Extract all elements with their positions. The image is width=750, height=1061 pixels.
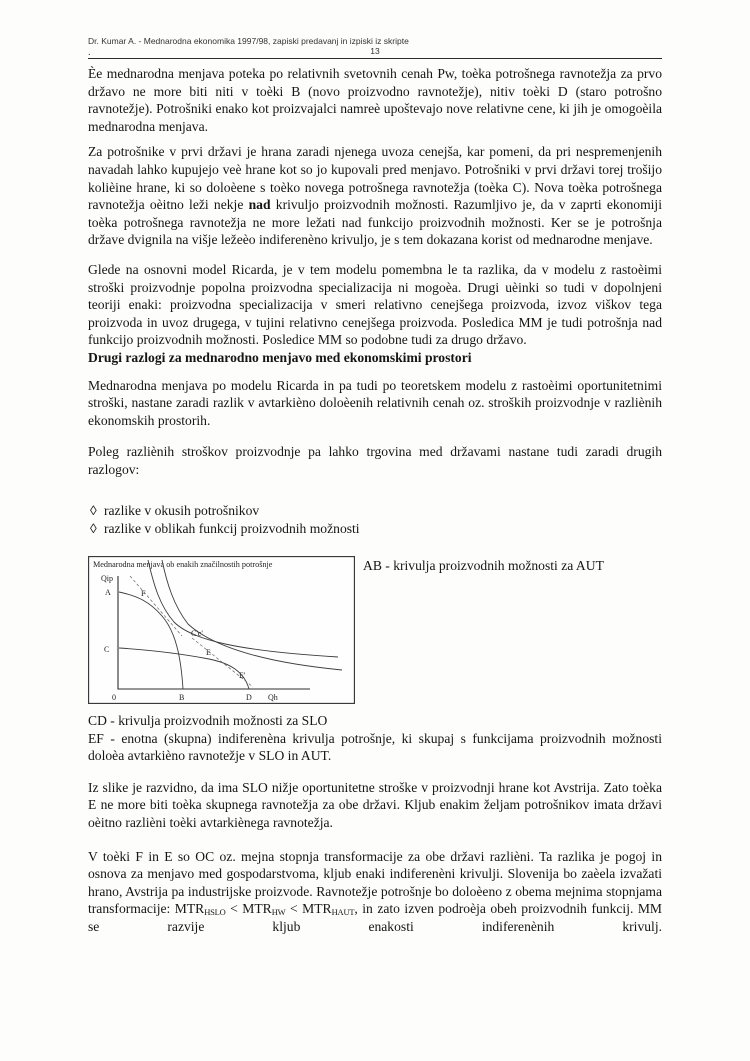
figure-side-caption: AB - krivulja proizvodnih možnosti za AUT [363, 558, 604, 574]
paragraph-consumers-text-cont: krivuljo proizvodnih možnosti. Razumljivo je, da v zaprti ekonomiji toèka potrošnega ravnotežja ne more ležati nad funkcijo proizvodnih možnosti. Ker se je potrošnja države dvignila na višje ležeèo indiferenèno krivuljo, je s tem dokazana korist od mednarodne menjave. [88, 197, 662, 248]
point-label-f: F [141, 589, 146, 599]
mtr-subscript-hslo: HSLO [204, 907, 226, 918]
stray-period-mark: . [88, 47, 91, 59]
point-label-b: B [179, 693, 185, 703]
figure-border [89, 557, 355, 704]
paragraph-world-prices: Èe mednarodna menjava poteka po relativnih svetovnih cenah Pw, toèka potrošnega ravnotežja za prvo državo ne more biti niti v toèki B (novo proizvodno ravnotežje), nitiv toèki D (staro potrošno ravnotežje). Potrošniki enako kot proizvajalci namreè upoštevajo nove relativne cene, ki jih je omogoèila mednarodna menjava. [88, 66, 662, 134]
list-item [88, 502, 662, 520]
mtr-inequality: < MTR [285, 901, 332, 917]
figure-canvas [88, 556, 355, 704]
page-header [88, 36, 662, 59]
page-number: 13 [370, 46, 380, 56]
section-heading: Drugi razlogi za mednarodno menjavo med ekonomskimi prostori [88, 349, 472, 365]
diamond-bullet-icon: ◊ [90, 521, 97, 537]
mtr-inequality: < MTR [225, 901, 272, 917]
y-axis-label: Qip [101, 574, 113, 584]
x-axis-label: Qh [268, 693, 278, 703]
header-title: Dr. Kumar A. - Mednarodna ekonomika 1997/98, zapiski predavanj in izpiski iz skripte [88, 36, 409, 46]
list-item-label: razlike v oblikah funkcij proizvodnih možnosti [104, 521, 360, 537]
paragraph-other-reasons-intro: Poleg razliènih stroškov proizvodnje pa lahko trgovina med državami nastane tudi zaradi drugih razlogov: [88, 444, 662, 477]
mtr-subscript-haut: HAUT [331, 907, 355, 918]
point-label-c-prime: C'c' [191, 629, 203, 639]
paragraph-figure-analysis: Iz slike je razvidno, da ima SLO nižje oportunitetne stroške v proizvodnji hrane kot Avstrija. Zato toèka E ne more biti toèka skupnega ravnotežja za obe državi. Kljub enakim željam potrošnikov imata državi oèitno razlièni toèki avtarkiènega ravnotežja. [88, 779, 662, 831]
bullet-list [88, 502, 662, 538]
paragraph-ricardo-model: Glede na osnovni model Ricarda, je v tem modelu pomembna le ta razlika, da v modelu z rastoèimi stroški proizvodnje popolna proizvodna specializacija ni mogoèa. Drugi uèinki so tudi v dopolnjeni teoriji enaki: proizvodna specializacija v smeri relativno cenejšega proizvoda, izvoz viškov tega proizvoda in uvoz drugega, v tujini relativno cenejšega proizvoda. Posledica MM je tudi potrošnja nad funkcijo proizvodnih možnosti. Posledice MM so podobne tudi za drugo državo. [88, 261, 662, 348]
header-rule [88, 58, 662, 59]
paragraph-consumers [88, 143, 662, 249]
list-item [88, 520, 662, 538]
paragraph-consumers-text: Za potrošnike v prvi državi je hrana zaradi njenega uvoza cenejša, kar pomeni, da pri nespremenjenih navadah lahko kupujejo veè hrane kot so jo kupovali pred menjavo. Potrošniki v prvi državi torej trošijo kolièine hrane, ki so doloèene s toèko novega potrošnega ravnotežja (toèka C). Nova toèka potrošnega ravnotežja oèitno leži nekje [88, 144, 662, 213]
diamond-bullet-icon: ◊ [90, 503, 97, 519]
economics-figure [88, 556, 355, 709]
point-label-d: D [246, 693, 252, 703]
list-item-label: razlike v okusih potrošnikov [104, 503, 260, 519]
point-label-a: A [105, 588, 111, 598]
paragraph-trade-reasons: Mednarodna menjava po modelu Ricarda in pa tudi po teoretskem modelu z rastoèimi oportunitetnimi stroški, nastane zaradi razlik v avtarkièno doloèenih relativnih cenah oz. stroških proizvodnje v razliènih ekonomskih prostorih. [88, 377, 662, 428]
figure-title: Mednarodna menjava ob enakih značilnostih potrošnje [93, 560, 273, 570]
paragraph-mtr-text: V toèki F in E so OC oz. mejna stopnja transformacije za obe državi razlièni. Ta razlika je pogoj in osnova za menjavo med gospodarstvoma, kljub enaki indiferenèni krivulji. Slovenija bo zaèela izvažati hrano, Avstrija pa industrijske proizvode. Ravnotežje potrošnje bo doloèeno z obema mejnima stopnjama transformacije: MTR [88, 848, 662, 917]
paragraph-mtr [88, 848, 662, 936]
caption-ef: EF - enotna (skupna) indiferenèna krivulja potrošnje, ki skupaj s funkcijama proizvodnih možnosti doloèa avtarkièno ravnotežje v SLO in AUT. [88, 730, 662, 764]
origin-label: 0 [112, 693, 116, 703]
caption-cd: CD - krivulja proizvodnih možnosti za SLO [88, 713, 328, 729]
bold-word-nad: nad [248, 197, 271, 213]
point-label-e-prime: E' [239, 671, 246, 681]
point-label-e: E [206, 648, 211, 658]
point-label-c: C [104, 645, 110, 655]
paragraph-mtr-text-cont: , in zato izven podroèja obeh proizvodnih funkcij. MM se razvije kljub enakosti indiferenènih krivulj. [88, 901, 663, 934]
mtr-subscript-hw: HW [271, 907, 286, 918]
figure-row [88, 556, 662, 709]
